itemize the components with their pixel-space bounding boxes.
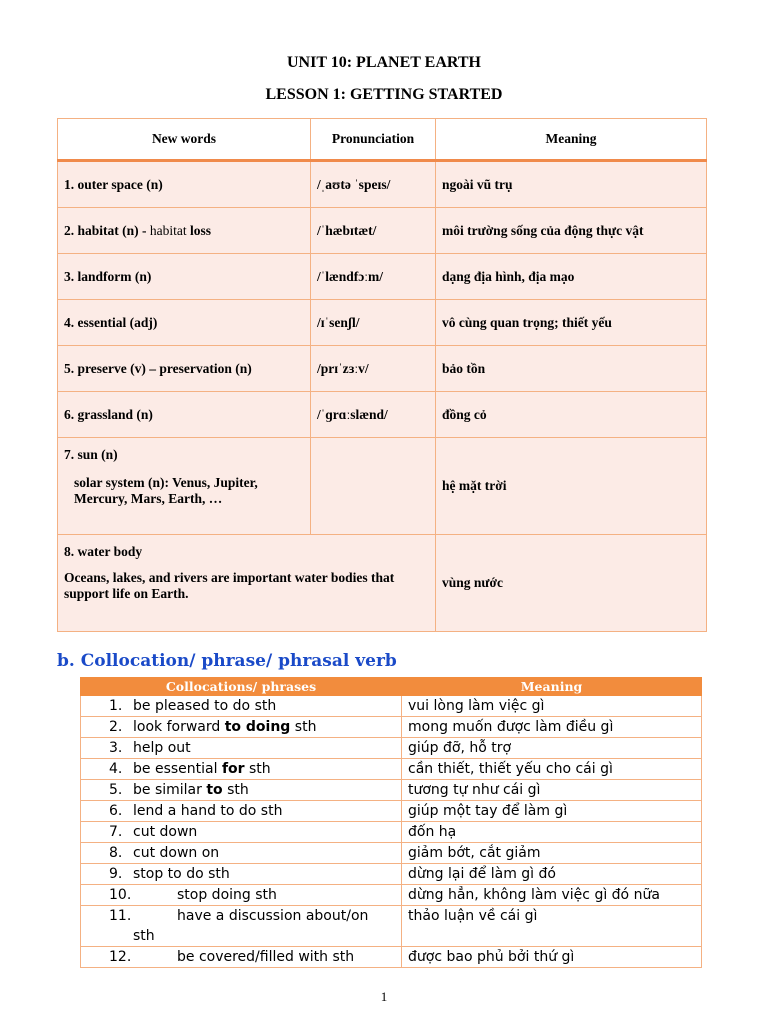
phrase-cell — [81, 717, 402, 738]
phrase-text: stop to do sth — [133, 866, 230, 882]
meaning-cell: hệ mặt trời — [436, 438, 707, 535]
word-cell: 3. landform (n) — [58, 254, 311, 300]
phrase-bold-text: for — [221, 761, 245, 777]
phrase-number: 9. — [109, 866, 123, 882]
phrase-number: 6. — [109, 803, 123, 819]
table-row — [81, 864, 702, 885]
phrase-number: 12. — [109, 949, 132, 965]
phrase-number: 5. — [109, 782, 123, 798]
col-header-meaning: Meaning — [436, 119, 707, 161]
phrase-cell — [81, 843, 402, 864]
pronunciation-cell — [311, 438, 436, 535]
table-row — [81, 717, 702, 738]
meaning-cell: vô cùng quan trọng; thiết yếu — [436, 300, 707, 346]
section-heading: b. Collocation/ phrase/ phrasal verb — [57, 651, 397, 671]
word-cell: 1. outer space (n) — [58, 161, 311, 208]
table-row — [58, 535, 707, 632]
meaning-cell: tương tự như cái gì — [402, 780, 702, 801]
vocabulary-table — [57, 118, 707, 632]
phrase-text: have a discussion about/on — [177, 908, 369, 924]
word-text: 8. water body — [64, 544, 143, 559]
meaning-cell: giúp đỡ, hỗ trợ — [402, 738, 702, 759]
collocations-header-row — [81, 678, 702, 696]
vocab-header-row — [58, 119, 707, 161]
table-row — [58, 392, 707, 438]
table-row — [81, 822, 702, 843]
phrase-cell — [81, 759, 402, 780]
phrase-text: be essential — [133, 761, 222, 777]
word-cell: 4. essential (adj) — [58, 300, 311, 346]
table-row — [81, 759, 702, 780]
meaning-cell: giảm bớt, cắt giảm — [402, 843, 702, 864]
word-cell — [58, 208, 311, 254]
phrase-number: 1. — [109, 698, 123, 714]
meaning-cell: đốn hạ — [402, 822, 702, 843]
meaning-cell: ngoài vũ trụ — [436, 161, 707, 208]
pronunciation-cell: /ˌaʊtə ˈspeɪs/ — [311, 161, 436, 208]
lesson-title: LESSON 1: GETTING STARTED — [265, 86, 503, 103]
table-row — [58, 161, 707, 208]
phrase-cell — [81, 780, 402, 801]
word-cell: 5. preserve (v) – preservation (n) — [58, 346, 311, 392]
phrase-text: stop doing sth — [177, 887, 277, 903]
table-row — [58, 254, 707, 300]
phrase-text: cut down — [133, 824, 198, 840]
meaning-cell: môi trường sống của động thực vật — [436, 208, 707, 254]
unit-title: UNIT 10: PLANET EARTH — [287, 54, 481, 71]
word-text: loss — [186, 222, 212, 238]
phrase-text: sth — [244, 761, 271, 777]
col-header-meaning: Meaning — [402, 678, 702, 696]
table-row — [81, 947, 702, 968]
meaning-cell: dừng hẳn, không làm việc gì đó nữa — [402, 885, 702, 906]
table-row — [81, 801, 702, 822]
phrase-text: help out — [133, 740, 191, 756]
col-header-collocations: Collocations/ phrases — [81, 678, 402, 696]
collocations-body — [81, 696, 702, 968]
phrase-text: look forward — [133, 719, 225, 735]
phrase-bold-text: to — [206, 782, 223, 798]
meaning-cell: cần thiết, thiết yếu cho cái gì — [402, 759, 702, 780]
phrase-text: be covered/filled with sth — [177, 949, 355, 965]
word-text-normal: habitat — [149, 222, 187, 238]
table-row — [81, 885, 702, 906]
table-row — [81, 843, 702, 864]
meaning-cell: vùng nước — [436, 535, 707, 632]
word-cell — [58, 438, 311, 535]
phrase-cell — [81, 906, 402, 947]
phrase-number: 4. — [109, 761, 123, 777]
table-row — [81, 738, 702, 759]
table-row — [58, 346, 707, 392]
phrase-text: sth — [222, 782, 249, 798]
word-cell — [58, 535, 436, 632]
meaning-cell: vui lòng làm việc gì — [402, 696, 702, 717]
phrase-cell — [81, 864, 402, 885]
phrase-number: 10. — [109, 887, 132, 903]
meaning-cell: mong muốn được làm điều gì — [402, 717, 702, 738]
phrase-text: lend a hand to do sth — [133, 803, 283, 819]
phrase-number: 11. — [109, 908, 132, 924]
col-header-new-words: New words — [58, 119, 311, 161]
phrase-cell — [81, 947, 402, 968]
meaning-cell: được bao phủ bởi thứ gì — [402, 947, 702, 968]
phrase-text: cut down on — [133, 845, 220, 861]
table-row — [58, 208, 707, 254]
pronunciation-cell: /ɪˈsenʃl/ — [311, 300, 436, 346]
phrase-cell — [81, 822, 402, 843]
meaning-cell: đồng cỏ — [436, 392, 707, 438]
phrase-text: be similar — [133, 782, 207, 798]
page-number: 1 — [380, 989, 388, 1004]
phrase-cell — [81, 738, 402, 759]
pronunciation-cell: /ˈlændfɔːm/ — [311, 254, 436, 300]
phrase-number: 2. — [109, 719, 123, 735]
meaning-cell: dừng lại để làm gì đó — [402, 864, 702, 885]
meaning-cell: giúp một tay để làm gì — [402, 801, 702, 822]
phrase-text: sth — [290, 719, 317, 735]
meaning-cell: bảo tồn — [436, 346, 707, 392]
table-row — [58, 438, 707, 535]
meaning-cell: dạng địa hình, địa mạo — [436, 254, 707, 300]
table-row — [81, 780, 702, 801]
word-cell: 6. grassland (n) — [58, 392, 311, 438]
phrase-cell — [81, 696, 402, 717]
col-header-pronunciation: Pronunciation — [311, 119, 436, 161]
word-subtext: solar system (n): Venus, Jupiter, Mercury, Mars, Earth, … — [74, 475, 258, 506]
meaning-cell: thảo luận về cái gì — [402, 906, 702, 947]
pronunciation-cell: /ˈhæbɪtæt/ — [311, 208, 436, 254]
phrase-number: 8. — [109, 845, 123, 861]
collocations-table — [80, 677, 702, 968]
word-text: 7. sun (n) — [64, 447, 118, 462]
table-row — [81, 906, 702, 947]
pronunciation-cell: /prɪˈzɜːv/ — [311, 346, 436, 392]
table-row — [58, 300, 707, 346]
pronunciation-cell: /ˈɡrɑːslænd/ — [311, 392, 436, 438]
phrase-cell — [81, 801, 402, 822]
phrase-number: 7. — [109, 824, 123, 840]
phrase-cell — [81, 885, 402, 906]
phrase-text-continued: sth — [133, 928, 155, 944]
phrase-text: be pleased to do sth — [133, 698, 277, 714]
table-row — [81, 696, 702, 717]
example-sentence: Oceans, lakes, and rivers are important water bodies that support life on Earth. — [64, 570, 395, 601]
word-text: 2. habitat (n) - — [64, 222, 150, 238]
phrase-number: 3. — [109, 740, 123, 756]
phrase-bold-text: to doing — [224, 719, 291, 735]
